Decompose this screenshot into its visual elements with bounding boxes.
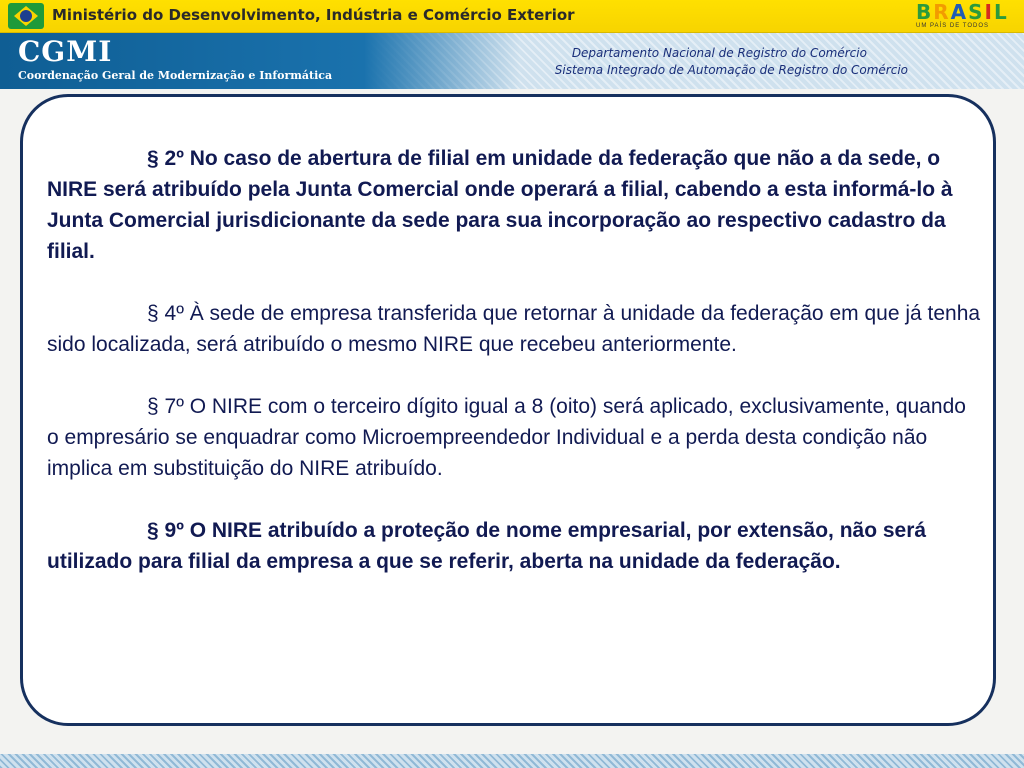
paragraph-2: § 2º No caso de abertura de filial em unidade da federação que não a da sede, o NIRE será atribuído pela Junta Comercial onde operará a filial, cabendo a esta informá-lo à Junta Comercial jurisdicionante da sede para sua incorporação ao respectivo cadastro da filial. (47, 147, 953, 263)
department-info (554, 45, 908, 79)
department-name: Departamento Nacional de Registro do Comércio (571, 46, 867, 60)
legal-text (47, 143, 983, 608)
ministry-bar (0, 0, 1024, 33)
paragraph-4: § 4º À sede de empresa transferida que retornar à unidade da federação em que já tenha sido localizada, será atribuído o mesmo NIRE que recebeu anteriormente. (47, 302, 981, 356)
cgmi-banner (0, 33, 520, 89)
cgmi-full-name: Coordenação Geral de Modernização e Informática (18, 69, 333, 82)
ministry-name: Ministério do Desenvolvimento, Indústria e Comércio Exterior (52, 6, 575, 24)
paragraph-7: § 7º O NIRE com o terceiro dígito igual a 8 (oito) será aplicado, exclusivamente, quando o empresário se enquadrar como Microempreendedor Individual e a perda desta condição não implica em substituição do NIRE atribuído. (47, 395, 966, 480)
cgmi-header (0, 33, 1024, 89)
footer-strip (0, 754, 1024, 768)
system-name: Sistema Integrado de Automação de Registro do Comércio (554, 63, 908, 77)
content-panel (20, 94, 996, 726)
cgmi-acronym: CGMI (18, 35, 113, 68)
brazil-flag-icon (8, 3, 44, 29)
brasil-logo: BRASIL UM PAÍS DE TODOS (916, 0, 1009, 29)
paragraph-9: § 9º O NIRE atribuído a proteção de nome empresarial, por extensão, não será utilizado para filial da empresa a que se referir, aberta na unidade da federação. (47, 519, 927, 573)
